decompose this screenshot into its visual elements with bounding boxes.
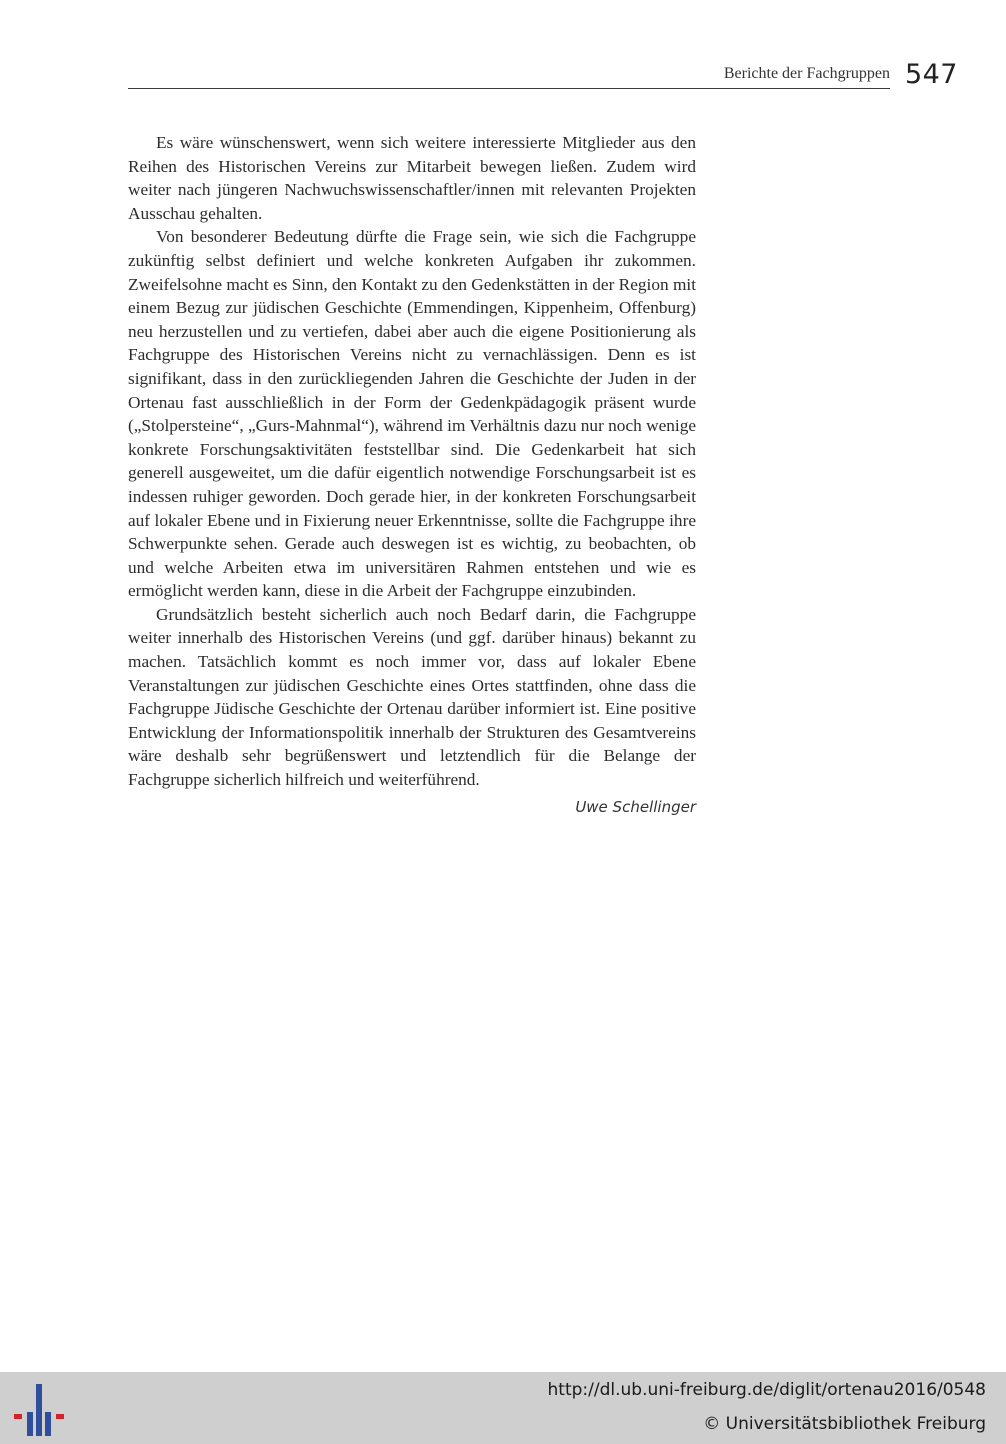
paragraph-3: Grundsätzlich besteht sicherlich auch noch Bedarf darin, die Fachgruppe weiter innerhalb des Historischen Vereins (und ggf. darüber hinaus) bekannt zu machen. Tatsächlich kommt es noch immer vor, dass auf lokaler Ebene Veranstaltungen zur jüdischen Geschichte eines Ortes stattfinden, ohne dass die Fachgruppe Jüdische Geschichte der Ortenau darüber informiert ist. Eine positive Entwicklung der Informationspolitik innerhalb der Strukturen des Gesamtvereins wäre deshalb sehr begrüßenswert und letztendlich für die Belange der Fachgruppe sicherlich hilfreich und weiterführend. bbox=[128, 604, 696, 790]
page-number: 547 bbox=[904, 59, 958, 90]
footer-url-link[interactable]: http://dl.ub.uni-freiburg.de/diglit/ortenau2016/0548 bbox=[547, 1380, 986, 1400]
paragraph-1: Es wäre wünschenswert, wenn sich weitere interessierte Mitglieder aus den Reihen des Historischen Vereins zur Mitarbeit bewegen ließen. Zudem wird weiter nach jüngeren Nachwuchswissenschaftler/innen mit relevanten Projekten Ausschau gehalten. bbox=[128, 133, 696, 223]
page-header bbox=[128, 60, 958, 96]
running-head: Berichte der Fachgruppen bbox=[723, 65, 890, 82]
footer-copyright: © Universitätsbibliothek Freiburg bbox=[703, 1414, 986, 1434]
ub-freiburg-logo-icon bbox=[12, 1380, 68, 1438]
footer-bar bbox=[0, 1372, 1006, 1444]
header-rule bbox=[128, 88, 890, 89]
author-signature: Uwe Schellinger bbox=[575, 797, 696, 816]
paragraph-2: Von besonderer Bedeutung dürfte die Frage sein, wie sich die Fachgruppe zukünftig selbst definiert und welche konkreten Aufgaben ihr zukommen. Zweifelsohne macht es Sinn, den Kontakt zu den Gedenkstätten in der Region mit einem Bezug zur jüdischen Geschichte (Emmendingen, Kippenheim, Offenburg) neu herzustellen und zu vertiefen, dabei aber auch die eigene Positionierung als Fachgruppe des Historischen Vereins nicht zu vernachlässigen. Denn es ist signifikant, dass in den zurückliegenden Jahren die Geschichte der Juden in der Ortenau fast ausschließlich in der Form der Gedenkpädagogik präsent wurde („Stolpersteine“, „Gurs-Mahnmal“), während im Verhältnis dazu nur noch wenige konkrete Forschungsaktivitäten feststellbar sind. Die Gedenkarbeit hat sich generell ausgeweitet, um die dafür eigentlich notwendige Forschungsarbeit ist es indessen ruhiger geworden. Doch gerade hier, in der konkreten Forschungsarbeit auf lokaler Ebene und in Fixierung neuer Erkenntnisse, sollte die Fachgruppe ihre Schwerpunkte sehen. Gerade auch deswegen ist es wichtig, zu beobachten, ob und welche Arbeiten etwa im universitären Rahmen entstehen und wie es ermöglicht werden kann, diese in die Arbeit der Fachgruppe einzubinden. bbox=[128, 227, 696, 601]
article-body bbox=[128, 131, 696, 819]
